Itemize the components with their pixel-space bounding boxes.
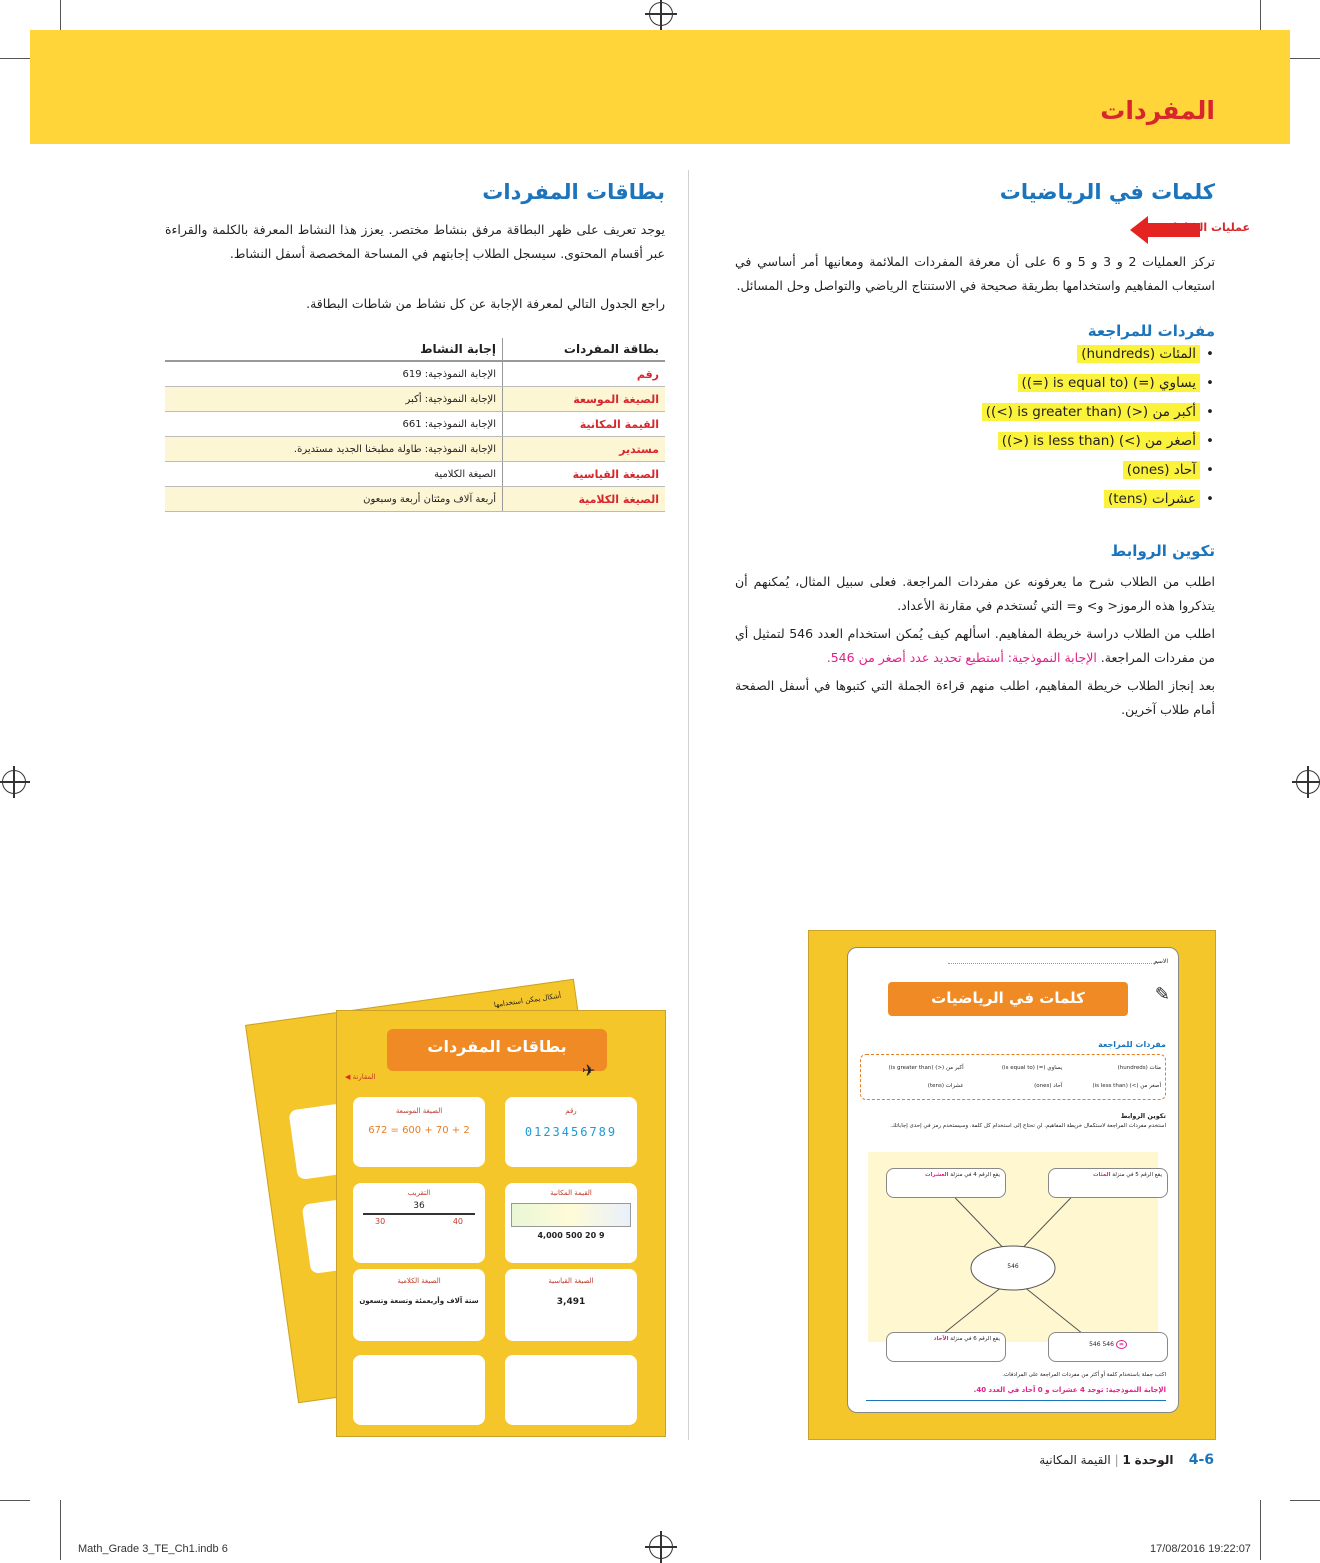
worksheet-image [808,930,1216,1440]
vocab-card: التقريب 36 30 40 [353,1183,485,1263]
trim-mark [1290,1500,1320,1501]
worksheet-answer: الإجابة النموذجية: توجد 4 عشرات و 0 آحاد في العدد 40. [973,1386,1166,1394]
worksheet-instruction: استخدم مفردات المراجعة لاستكمال خريطة المفاهيم. لن تحتاج إلى استخدام كل كلمة. وسيستخدم رمز في إحدى إجاباتك. [890,1123,1166,1129]
page-footer: 4-6 الوحدة 1 | القيمة المكانية [1039,1452,1214,1468]
concept-node: يقع الرقم 6 في منزلة الآحاد [886,1332,1006,1362]
list-item: •أكبر من (<) (is greater than (>)) [914,404,1214,433]
name-line [948,963,1158,965]
column-header: إجابة النشاط [165,338,503,361]
airplane-icon: ✈ [582,1061,596,1080]
concept-center: 546 [1007,1263,1019,1270]
math-words-heading: كلمات في الرياضيات [999,180,1215,204]
registration-mark-icon [2,770,26,794]
table-row: مستدير الإجابة النموذجية: طاولة مطبخنا الجديد مستديرة. [165,437,665,462]
worksheet-terms-box: مئات (hundreds) يساوي (=) (is equal to) أكبر من (<) (is greater than) أصغر من (>) (is less than) آحاد (ones) عشرات (tens) [860,1054,1166,1100]
connections-paragraph-2: اطلب من الطلاب دراسة خريطة المفاهيم. اسألهم كيف يُمكن استخدام العدد 546 لتمثيل أي من مفردات المراجعة. الإجابة النموذجية: أستطيع تحديد عدد أصغر من 546. [735,626,1215,665]
table-row: الصيغة الموسعة الإجابة النموذجية: أكبر [165,387,665,412]
worksheet-write-prompt: اكتب جملة باستخدام كلمة أو أكثر من مفردات المراجعة على المرادفات. [1002,1372,1166,1378]
number-line [363,1213,475,1215]
connections-heading: تكوين الروابط [1110,542,1215,560]
trim-mark [1290,58,1320,59]
card-blank [353,1355,485,1425]
answers-table [165,338,665,512]
cards-tag: ◀ المقارنة [345,1073,376,1081]
trim-mark [60,1500,61,1560]
vocab-card: الصيغة الكلامية ستة آلاف وأربعمئة وتسعة وتسعون [353,1269,485,1341]
table-row: رقم الإجابة النموذجية: 619 [165,361,665,387]
back-sheet-heading: أشكال يمكن استخدامها [493,991,562,1010]
table-row: الصيغة القياسية الصيغة الكلامية [165,462,665,487]
worksheet-title: كلمات في الرياضيات [931,989,1085,1007]
vocab-card: القيمة المكانية 4,000 500 20 9 [505,1183,637,1263]
page-number: 4-6 [1188,1452,1214,1468]
place-value-chart [511,1203,631,1227]
name-label: الاسم [1153,958,1168,965]
vocab-card: رقم 0123456789 [505,1097,637,1167]
connections-paragraph-1: اطلب من الطلاب شرح ما يعرفونه عن مفردات المراجعة. فعلى سبيل المثال، يُمكنهم أن يتذكروا هذه الرموز< و> و= التي تُستخدم في مقارنة الأعداد. [735,574,1215,613]
vocab-cards-heading: بطاقات المفردات [482,180,665,204]
unit-name: القيمة المكانية [1039,1453,1111,1467]
unit-number: 1 [1122,1453,1131,1467]
cards-front-sheet [336,1010,666,1437]
trim-mark [60,0,61,30]
trim-mark [1260,0,1261,30]
worksheet-review-heading: مفردات للمراجعة [1098,1040,1166,1049]
trim-mark [0,58,30,59]
unit-label: الوحدة [1134,1453,1174,1467]
trim-mark [1260,1500,1261,1560]
table-row: القيمة المكانية الإجابة النموذجية: 661 [165,412,665,437]
answer-line [866,1400,1166,1401]
pencil-icon: ✎ [1154,984,1170,1005]
vocab-cards-instruction: راجع الجدول التالي لمعرفة الإجابة عن كل نشاط من شاطات البطاقة. [306,296,665,311]
concept-node: 546 546 = [1048,1332,1168,1362]
column-divider [688,170,689,1440]
concept-node: يقع الرقم 5 في منزلة المئات [1048,1168,1168,1198]
vocab-card: الصيغة القياسية 3,491 [505,1269,637,1341]
timestamp: 17/08/2016 19:22:07 [1150,1543,1251,1555]
list-item: •عشرات (tens) [914,491,1214,520]
registration-mark-icon [649,1535,673,1559]
list-item: •آحاد (ones) [914,462,1214,491]
page-title: المفردات [1100,96,1215,125]
registration-mark-icon [1296,770,1320,794]
column-header: بطاقة المفردات [503,338,666,361]
integration-label: عمليات التكامل [1167,221,1250,234]
worksheet-page [847,947,1179,1413]
concept-node: يقع الرقم 4 في منزلة العشرات [886,1168,1006,1198]
list-item: •يساوي (=) (is equal to (=)) [914,375,1214,404]
vocab-card: الصيغة الموسعة 672 = 600 + 70 + 2 [353,1097,485,1167]
cards-title: بطاقات المفردات [427,1037,567,1056]
list-item: •أصغر من (>) (is less than (<)) [914,433,1214,462]
table-header-row [165,338,665,361]
vocab-cards-paragraph: يوجد تعريف على ظهر البطاقة مرفق بنشاط مختصر. يعزز هذا النشاط المعرفة بالكلمة والقراءة عبر أقسام المحتوى. سيسجل الطلاب إجابتهم في المساحة المخصصة أسفل النشاط. [165,222,665,261]
registration-mark-icon [649,2,673,26]
table-row: الصيغة الكلامية أربعة آلاف ومئتان أربعة وسبعون [165,487,665,512]
connections-paragraph-3: بعد إنجاز الطلاب خريطة المفاهيم، اطلب منهم قراءة الجملة التي كتبوها في أسفل الصفحة أمام طلاب آخرين. [735,678,1215,717]
list-item: •المئات (hundreds) [914,346,1214,375]
intro-paragraph: تركز العمليات 2 و 3 و 5 و 6 على أن معرفة المفردات الملائمة ومعانيها أمر أساسي في استيعاب المفاهيم واستخدامها بطريقة صحيحة في الاستنتاج الرياضي والتواصل وحل المسائل. [735,254,1216,293]
model-answer: الإجابة النموذجية: أستطيع تحديد عدد أصغر من 546. [826,650,1097,665]
header-banner [30,30,1290,144]
worksheet-connections-heading: تكوين الروابط [1120,1112,1166,1120]
review-vocab-heading: مفردات للمراجعة [1087,322,1215,340]
card-blank [505,1355,637,1425]
trim-mark [0,1500,30,1501]
file-name: Math_Grade 3_TE_Ch1.indb 6 [78,1543,228,1555]
review-vocab-list [914,346,1214,520]
